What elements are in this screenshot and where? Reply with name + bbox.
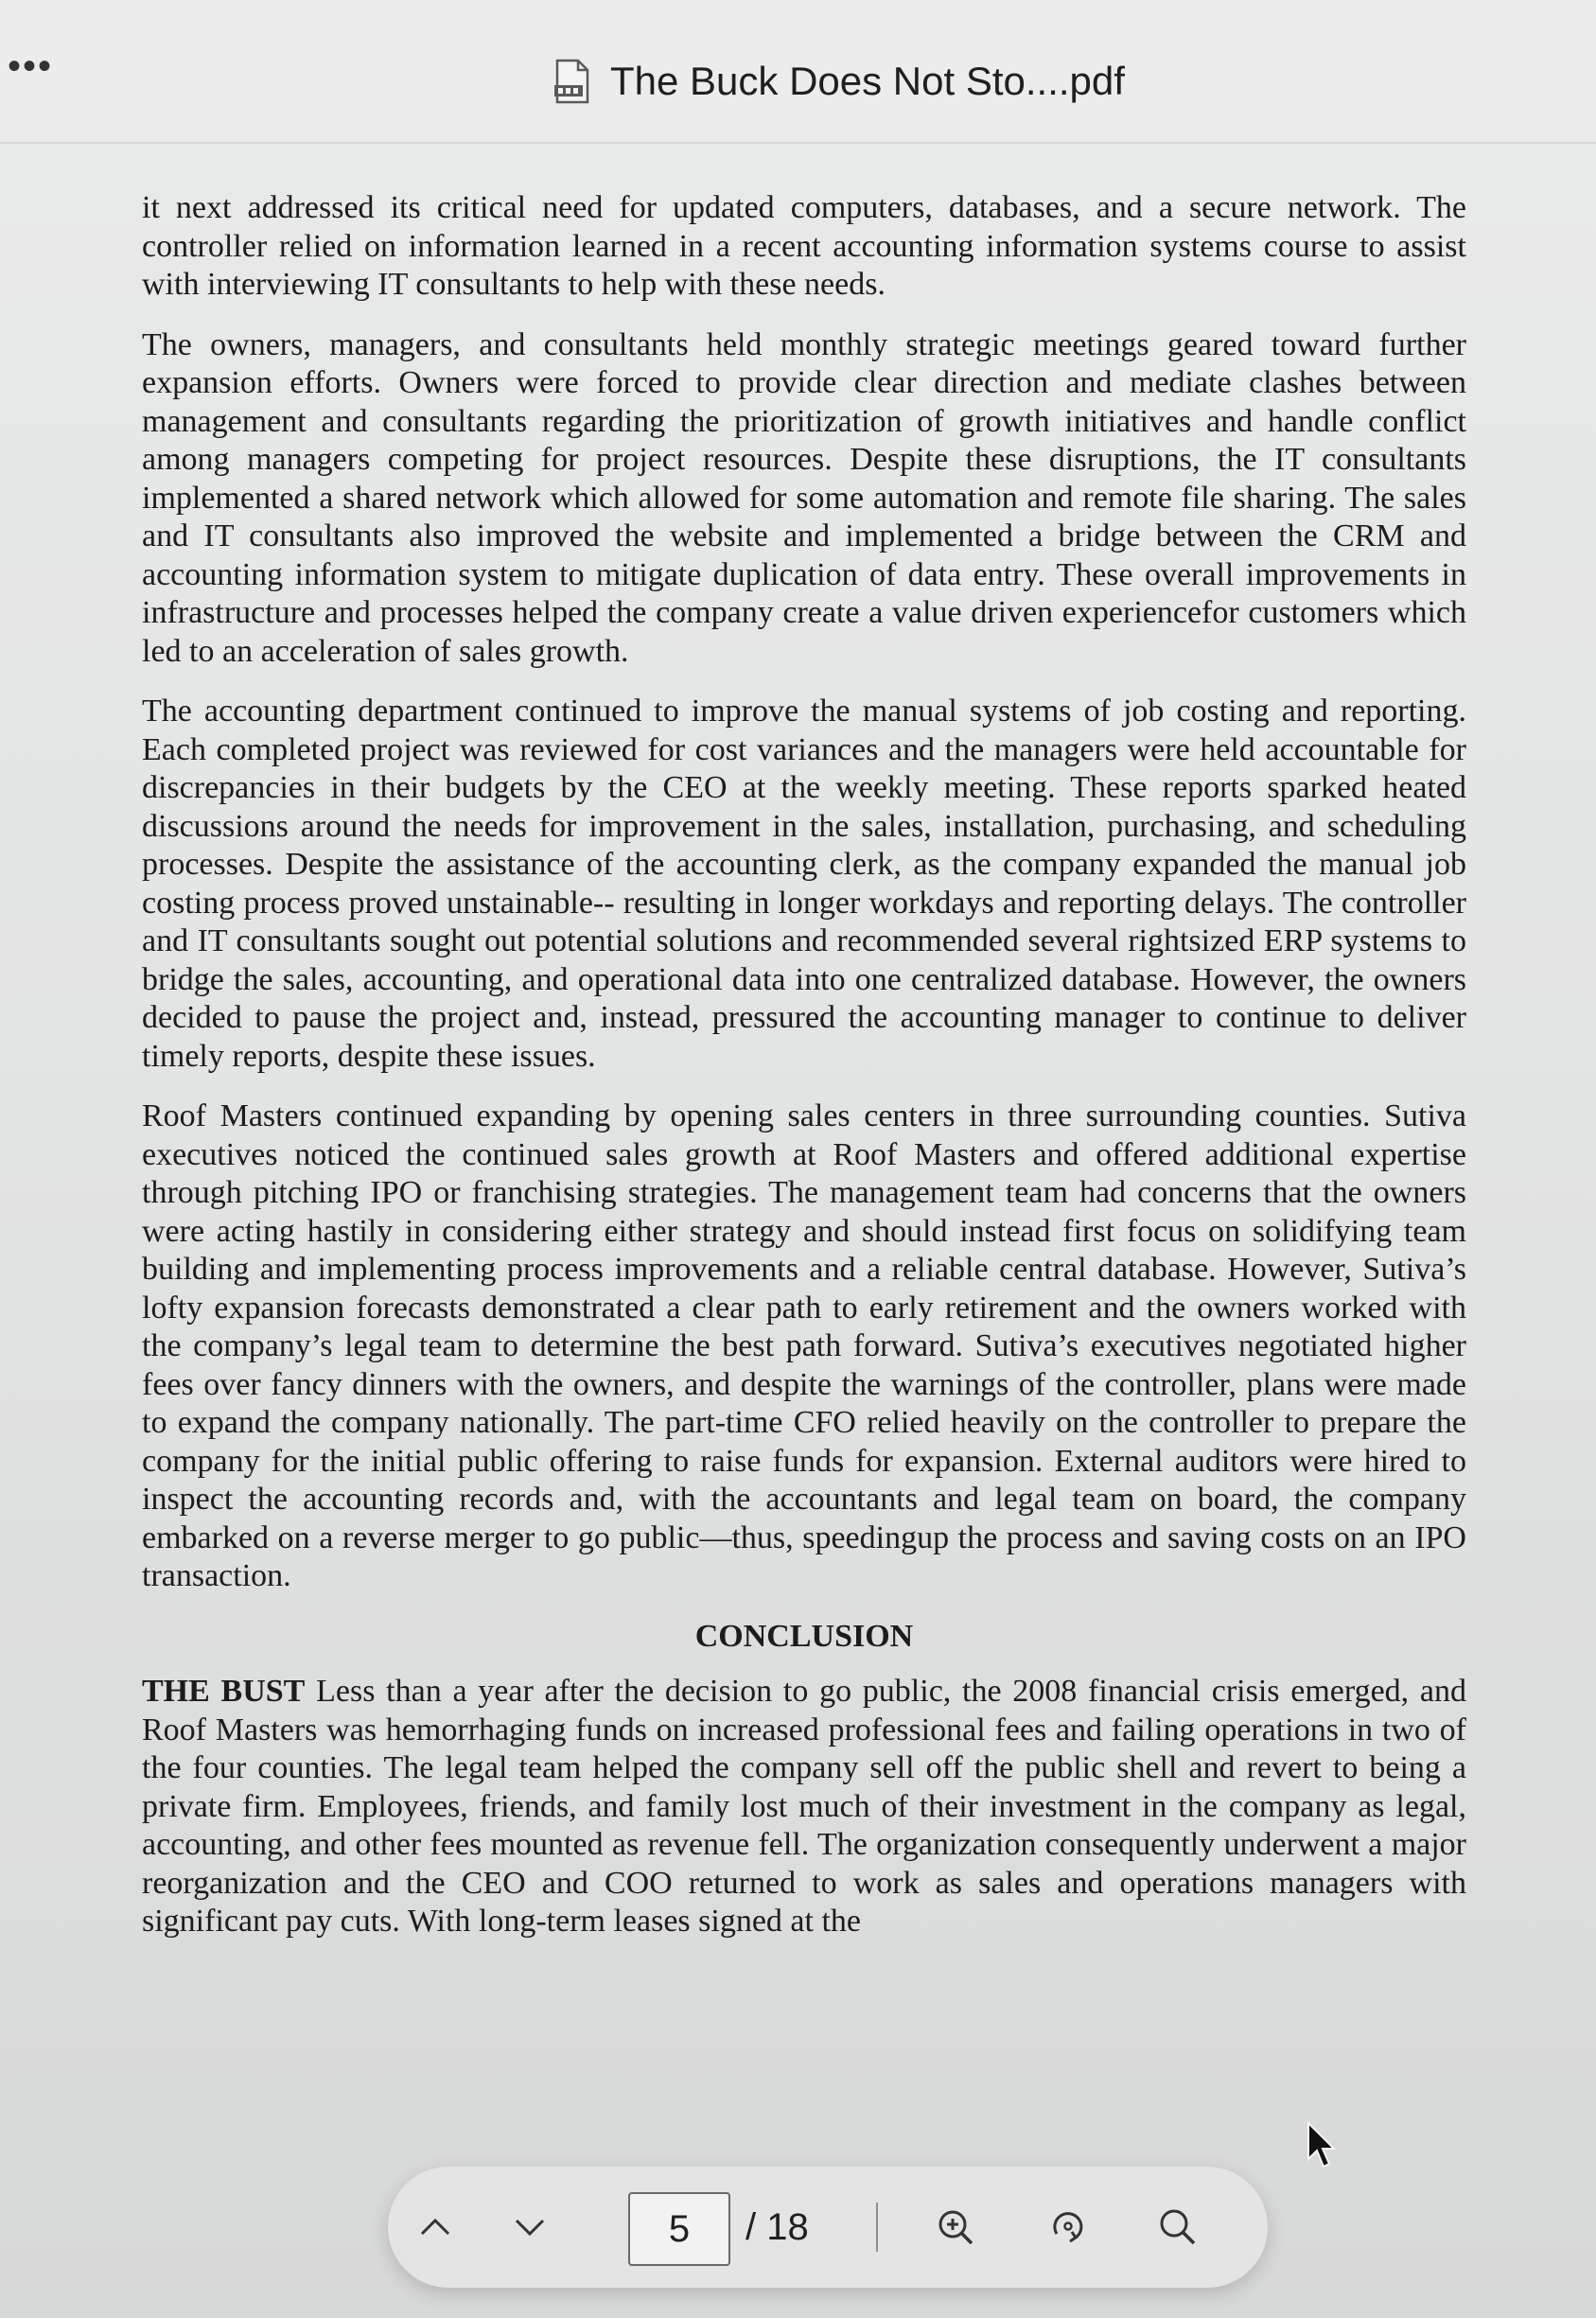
paragraph-5 — [142, 1673, 1466, 1941]
paragraph-1: it next addressed its critical need for updated computers, databases, and a secure network. The controller relied on information learned in a recent accounting information systems course to assist with interviewing IT consultants to help with these needs. — [142, 190, 1466, 302]
file-title: The Buck Does Not Sto....pdf — [610, 59, 1125, 103]
rotate-icon — [1047, 2205, 1091, 2249]
title-bar — [0, 0, 1596, 144]
paragraph-2: The owners, managers, and consultants held monthly strategic meetings geared toward further expansion efforts. Owners were forced to provide clear direction and mediate clashes between management and consultants regarding the prioritization of growth initiatives and handle conflict among managers competing for project resources. Despite these disruptions, the IT consultants implemented a shared network which allowed for some automation and remote file sharing. The sales and IT consultants also improved the website and implemented a bridge between the CRM and accounting information system to mitigate duplication of data entry. These overall improvements in infrastructure and processes helped the company create a value driven experiencefor customers which led to an acceleration of sales growth. — [142, 326, 1466, 669]
rotate-button[interactable] — [1041, 2199, 1097, 2256]
zoom-in-button[interactable] — [927, 2199, 984, 2256]
page-navigation-toolbar — [388, 2167, 1268, 2288]
mouse-pointer-icon — [1306, 2121, 1338, 2170]
conclusion-heading: CONCLUSION — [694, 1618, 914, 1654]
toolbar-divider — [876, 2203, 878, 2252]
search-icon — [1156, 2205, 1200, 2249]
search-button[interactable] — [1149, 2199, 1206, 2256]
chevron-down-icon — [511, 2208, 549, 2246]
paragraph-4: Roof Masters continued expanding by opening sales centers in three surrounding counties. Sutiva executives noticed the continued sales growth at Roof Masters and offered additional expertise through pitching IPO or franchising strategies. The management team had concerns that the owners were acting hastily in considering either strategy and should instead first focus on solidifying team building and implementing process improvements and a reliable central database. However, Sutiva’s lofty expansion forecasts demonstrated a clear path to early retirement and the owners worked with the company’s legal team to determine the best path forward. Sutiva’s executives negotiated higher fees over fancy dinners with the owners, and despite the warnings of the controller, plans were made to expand the company nationally. The part-time CFO relied heavily on the controller to prepare the company for the initial public offering to raise funds for expansion. External auditors were hired to inspect the accounting records and, with the accountants and legal team on board, the company embarked on a reverse merger to go public—thus, speedingup the process and saving costs on an IPO transaction. — [142, 1098, 1466, 1593]
paragraph-lead: THE BUST — [142, 1674, 306, 1709]
page-number-input[interactable]: 5 — [628, 2192, 730, 2266]
more-options-button[interactable]: ••• — [8, 45, 54, 87]
paragraph-3: The accounting department continued to improve the manual systems of job costing and reporting. Each completed project was reviewed for cost variances and the managers were held accountable for discrepancies in their budgets by the CEO at the weekly meeting. These reports sparked heated discussions around the needs for improvement in the sales, installation, purchasing, and scheduling processes. Despite the assistance of the accounting clerk, as the company expanded the manual job costing process proved unstainable-- resulting in longer workdays and reporting delays. The controller and IT consultants sought out potential solutions and recommended several rightsized ERP systems to bridge the sales, accounting, and operational data into one centralized database. However, the owners decided to pause the project and, instead, pressured the accounting manager to continue to deliver timely reports, despite these issues. — [142, 694, 1466, 1074]
paragraph-5-text: Less than a year after the decision to go public, the 2008 financial crisis emerged, and Roof Masters was hemorrhaging funds on increased professional fees and failing operations in two of the four counties. The legal team helped the company sell off the public shell and revert to being a private firm. Employees, friends, and family lost much of their investment in the company as legal, accounting, and other fees mounted as revenue fell. The organization consequently underwent a major reorganization and the CEO and COO returned to work as sales and operations managers with significant pay cuts. With long-term leases signed at the — [142, 1674, 1466, 1939]
zoom-in-icon — [934, 2205, 977, 2249]
page-total: / 18 — [745, 2206, 809, 2248]
previous-page-button[interactable] — [407, 2199, 464, 2256]
chevron-up-icon — [416, 2208, 454, 2246]
document-page — [142, 189, 1466, 1963]
next-page-button[interactable] — [501, 2199, 558, 2256]
pdf-file-icon — [553, 59, 591, 104]
file-title-area — [553, 53, 1125, 110]
